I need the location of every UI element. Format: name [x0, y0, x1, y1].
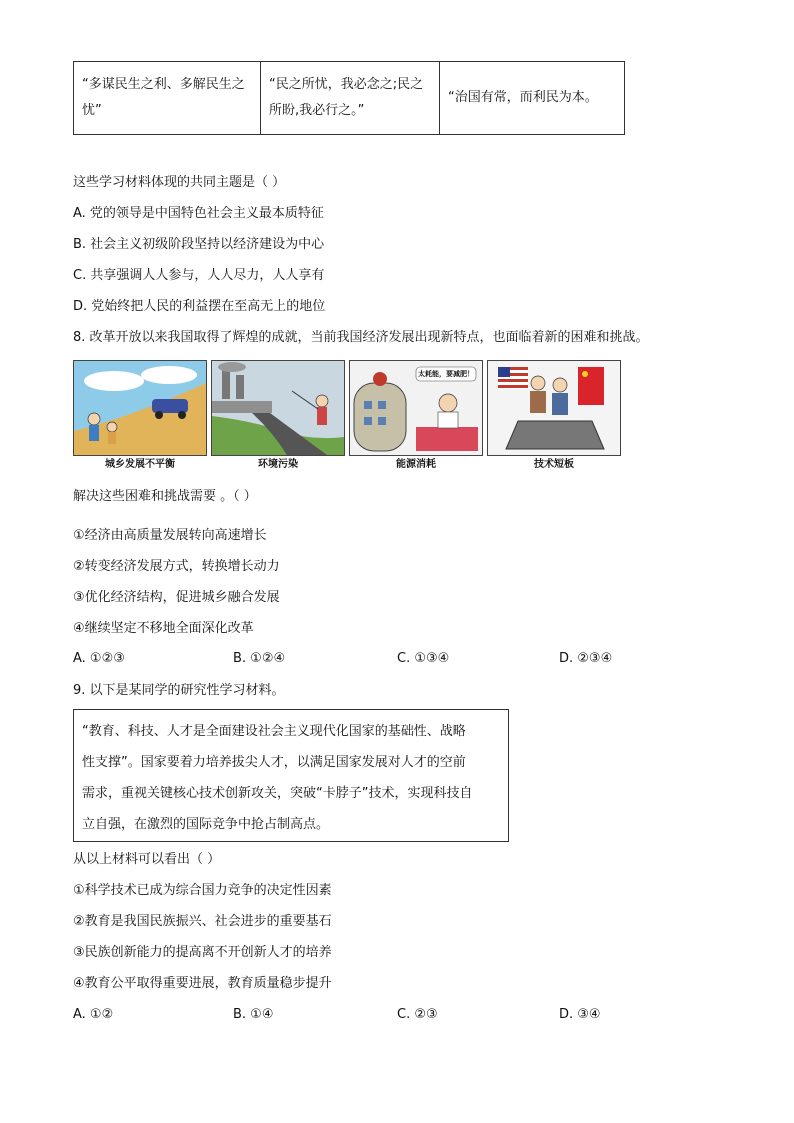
q9-choice-a: A. ①②: [73, 1007, 114, 1022]
q8-statement-4: ④继续坚定不移地全面深化改革: [73, 621, 254, 636]
q7-option-b: B. 社会主义初级阶段坚持以经济建设为中心: [73, 237, 325, 252]
cartoon-energy: [349, 360, 483, 471]
q7-option-d: D. 党始终把人民的利益摆在至高无上的地位: [73, 299, 326, 314]
quote-cell-1: “多谋民生之利、多解民生之忧”: [74, 62, 261, 135]
q9-stem: 9. 以下是某同学的研究性学习材料。: [73, 683, 285, 698]
q8-statement-1: ①经济由高质量发展转向高速增长: [73, 528, 267, 543]
q8-cartoon-row: [73, 360, 621, 472]
q9-statement-3: ③民族创新能力的提高离不开创新人才的培养: [73, 945, 332, 960]
q9-statement-1: ①科学技术已成为综合国力竞争的决定性因素: [73, 883, 332, 898]
q8-choice-a: A. ①②③: [73, 651, 125, 666]
q9-choice-d: D. ③④: [559, 1007, 601, 1022]
q8-statement-2: ②转变经济发展方式，转换增长动力: [73, 559, 280, 574]
q8-statement-3: ③优化经济结构，促进城乡融合发展: [73, 590, 280, 605]
cartoon-energy-image: [349, 360, 483, 456]
q9-statement-4: ④教育公平取得重要进展，教育质量稳步提升: [73, 976, 332, 991]
us-flag-icon: [498, 367, 528, 389]
quote-table: [73, 61, 625, 135]
q9-material-line-1: “教育、科技、人才是全面建设社会主义现代化国家的基础性、战略: [82, 724, 466, 739]
q8-question: 解决这些困难和挑战需要 。（ ）: [73, 489, 257, 504]
cartoon-energy-bubble: 太耗能，要减肥！: [418, 370, 474, 378]
q8-choice-c: C. ①③④: [397, 651, 450, 666]
q9-statement-2: ②教育是我国民族振兴、社会进步的重要基石: [73, 914, 332, 929]
cartoon-caption-urban-rural: 城乡发展不平衡: [105, 459, 175, 470]
cartoon-technology: [487, 360, 621, 471]
q7-option-a: A. 党的领导是中国特色社会主义最本质特征: [73, 206, 324, 221]
q9-material-line-3: 需求，重视关键核心技术创新攻关，突破“卡脖子”技术，实现科技自: [82, 786, 473, 801]
cartoon-pollution-image: [211, 360, 345, 456]
cartoon-caption-technology: 技术短板: [534, 459, 574, 470]
q9-choice-b: B. ①④: [233, 1007, 274, 1022]
q9-question: 从以上材料可以看出（ ）: [73, 852, 221, 867]
q9-choice-c: C. ②③: [397, 1007, 438, 1022]
q8-choice-b: B. ①②④: [233, 651, 286, 666]
quote-cell-3: “治国有常，而利民为本。: [440, 62, 625, 135]
q9-material-line-4: 立自强，在激烈的国际竞争中抢占制高点。: [82, 817, 330, 832]
quote-table-row: [74, 62, 625, 135]
q8-choices: [0, 651, 794, 671]
china-flag-icon: [578, 367, 604, 405]
q9-choices: [0, 1007, 794, 1027]
q7-stem: 这些学习材料体现的共同主题是（ ）: [73, 175, 286, 190]
q9-material-box: [73, 709, 509, 842]
quote-cell-2: “民之所忧，我必念之;民之所盼,我必行之。”: [261, 62, 440, 135]
q8-stem: 8. 改革开放以来我国取得了辉煌的成就，当前我国经济发展出现新特点，也面临着新的困难和挑战。: [73, 330, 649, 345]
q8-choice-d: D. ②③④: [559, 651, 613, 666]
cartoon-urban-rural-image: [73, 360, 207, 456]
cartoon-pollution: [211, 360, 345, 471]
cartoon-urban-rural: [73, 360, 207, 471]
cartoon-caption-energy: 能源消耗: [396, 459, 436, 470]
q7-option-c: C. 共享强调人人参与，人人尽力，人人享有: [73, 268, 325, 283]
cartoon-caption-pollution: 环境污染: [258, 459, 298, 470]
q9-material-line-2: 性支撑”。国家要着力培养拔尖人才，以满足国家发展对人才的空前: [82, 755, 466, 770]
cartoon-technology-image: [487, 360, 621, 456]
